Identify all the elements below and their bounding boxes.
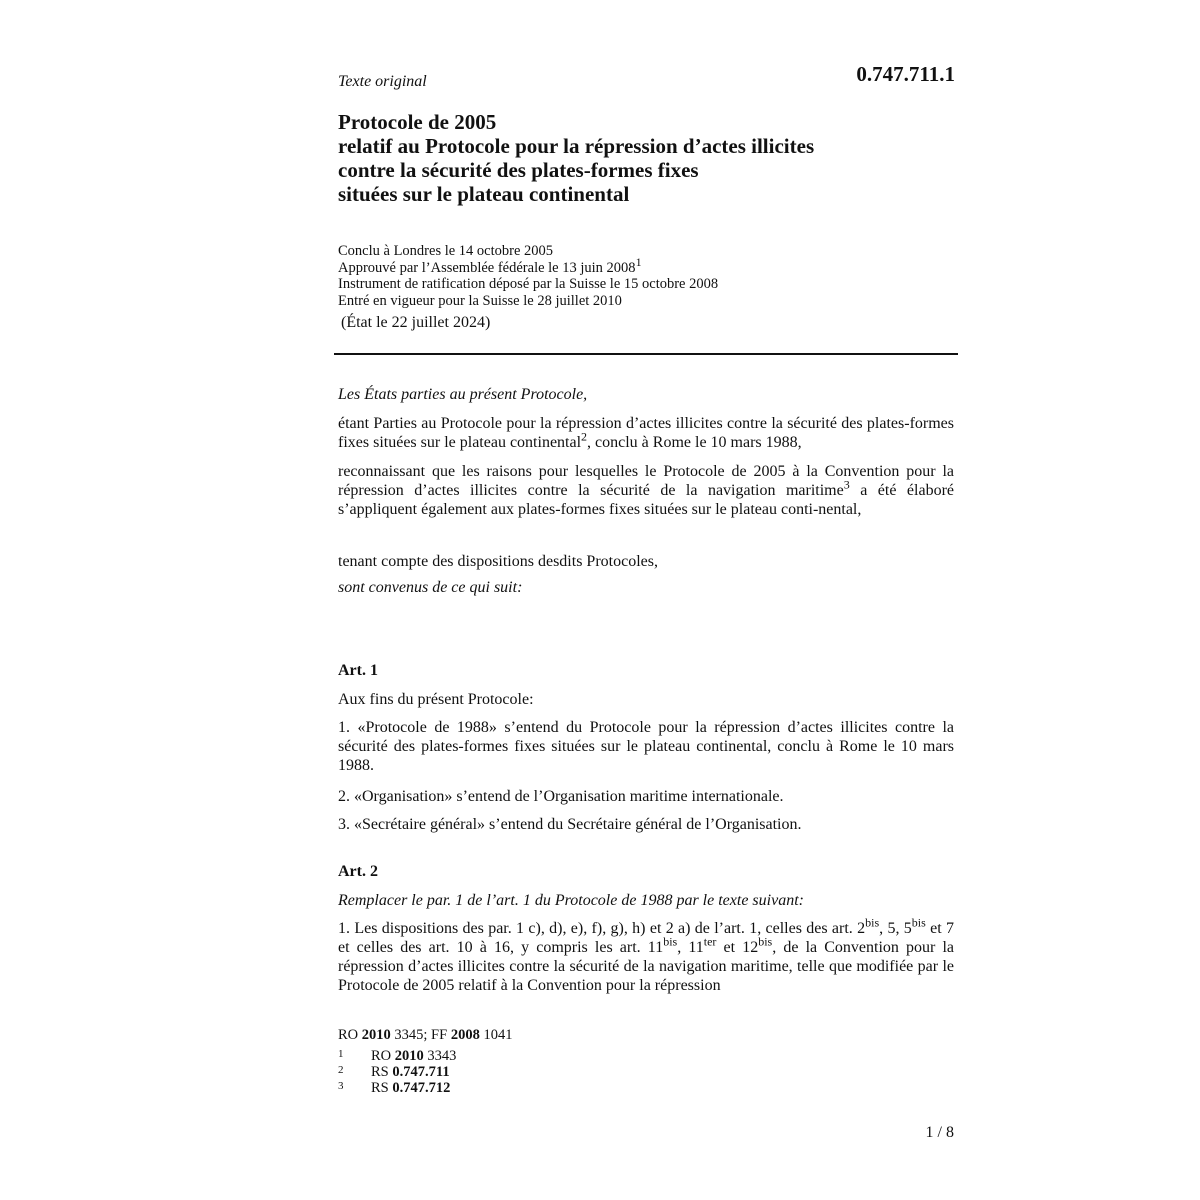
article-text: et 12	[716, 939, 759, 956]
article-text: , 5, 5	[879, 920, 912, 937]
source-text: RO	[338, 1027, 362, 1043]
article-1-intro: Aux fins du présent Protocole:	[338, 691, 534, 708]
source-text: 1041	[479, 1027, 513, 1043]
preamble-text: a été élaboré s’appliquent également aux plates-formes fixes situées sur le plateau conti-nental,	[338, 482, 954, 518]
article-text: et 7 et celles des art. 10 à 16, y compris les art. 11	[338, 920, 955, 956]
article-2-heading: Art. 2	[338, 863, 378, 880]
sr-number: 0.747.711.1	[856, 62, 955, 86]
original-text-label: Texte original	[338, 73, 427, 90]
footnote-text: 2010	[394, 1048, 424, 1064]
footnote-ref[interactable]: 2	[581, 429, 588, 444]
preamble-text: , conclu à Rome le 10 mars 1988,	[587, 434, 802, 451]
footnote-text: RS	[371, 1080, 393, 1096]
source-text: 2010	[361, 1027, 391, 1043]
footnote-text: 0.747.712	[392, 1080, 451, 1096]
article-text: , de la Convention pour la répression d’actes illicites contre la sécurité de la navigation maritime, telle que modifiée par le Protocole de 2005 relatif à la Convention pour la répression	[338, 939, 955, 994]
superscript: ter	[703, 934, 717, 949]
superscript: bis	[663, 934, 678, 949]
preamble-text: reconnaissant que les raisons pour lesquelles le Protocole de 2005 à la Convention pour la répression d’actes illicites contre la sécurité de la navigation maritime	[338, 463, 954, 499]
footnote	[338, 1080, 450, 1096]
preamble-paragraph	[338, 462, 954, 519]
preamble-paragraph	[338, 414, 954, 452]
source-text: 2008	[450, 1027, 480, 1043]
concluded-line: Conclu à Londres le 14 octobre 2005	[338, 243, 554, 259]
conclusion-metadata	[338, 243, 718, 309]
title-line: contre la sécurité des plates-formes fixes	[338, 158, 699, 182]
title-line: situées sur le plateau continental	[338, 182, 630, 206]
article-1-item: 3. «Secrétaire général» s’entend du Secrétaire général de l’Organisation.	[338, 816, 802, 833]
source-reference	[338, 1027, 512, 1044]
footnote-number: 3	[338, 1080, 344, 1092]
footnote	[338, 1064, 450, 1080]
footnote-text: RS	[371, 1064, 393, 1080]
footnote-number: 1	[338, 1048, 344, 1060]
article-1-item: 1. «Protocole de 1988» s’entend du Protocole pour la répression d’actes illicites contre la sécurité des plates-formes fixes situées sur le plateau continental, conclu à Rome le 10 mars 1988.	[338, 719, 954, 774]
article-1-item: 2. «Organisation» s’entend de l’Organisation maritime internationale.	[338, 788, 784, 805]
separator-rule	[334, 353, 958, 355]
footnote	[338, 1048, 456, 1064]
superscript: bis	[758, 934, 773, 949]
preamble-paragraph: tenant compte des dispositions desdits Protocoles,	[338, 553, 658, 570]
preamble-text: étant Parties au Protocole pour la répression d’actes illicites contre la sécurité des plates-formes fixes situées sur le plateau continental	[338, 415, 954, 451]
article-1-heading: Art. 1	[338, 662, 378, 679]
approved-line	[338, 254, 718, 277]
approved-text: Approuvé par l’Assemblée fédérale le 13 juin 2008	[338, 259, 636, 276]
document-title	[338, 110, 814, 206]
article-text: 1. Les dispositions des par. 1 c), d), e), f), g), h) et 2 a) de l’art. 1, celles des art. 2	[338, 920, 866, 937]
superscript: bis	[911, 915, 926, 930]
footnote-text: RO	[371, 1048, 395, 1064]
source-text: 3345; FF	[390, 1027, 451, 1043]
title-line: Protocole de 2005	[338, 110, 497, 134]
article-2-intro: Remplacer le par. 1 de l’art. 1 du Protocole de 1988 par le texte suivant:	[338, 892, 804, 909]
in-force-line: Entré en vigueur pour la Suisse le 28 juillet 2010	[338, 292, 622, 309]
article-text: , 11	[677, 939, 704, 956]
page-number: 1 / 8	[925, 1124, 954, 1141]
title-line: relatif au Protocole pour la répression d’actes illicites	[338, 134, 815, 158]
footnote-text: 0.747.711	[392, 1064, 450, 1080]
preamble-closing: sont convenus de ce qui suit:	[338, 579, 523, 596]
superscript: bis	[865, 915, 880, 930]
footnote-ref[interactable]: 3	[843, 477, 850, 492]
state-date: (État le 22 juillet 2024)	[341, 314, 491, 331]
footnote-text: 3343	[423, 1048, 457, 1064]
preamble-parties: Les États parties au présent Protocole,	[338, 386, 588, 403]
article-2-paragraph	[338, 915, 955, 995]
footnote-ref[interactable]: 1	[635, 254, 642, 269]
ratification-line: Instrument de ratification déposé par la Suisse le 15 octobre 2008	[338, 276, 719, 292]
footnote-number: 2	[338, 1064, 344, 1076]
